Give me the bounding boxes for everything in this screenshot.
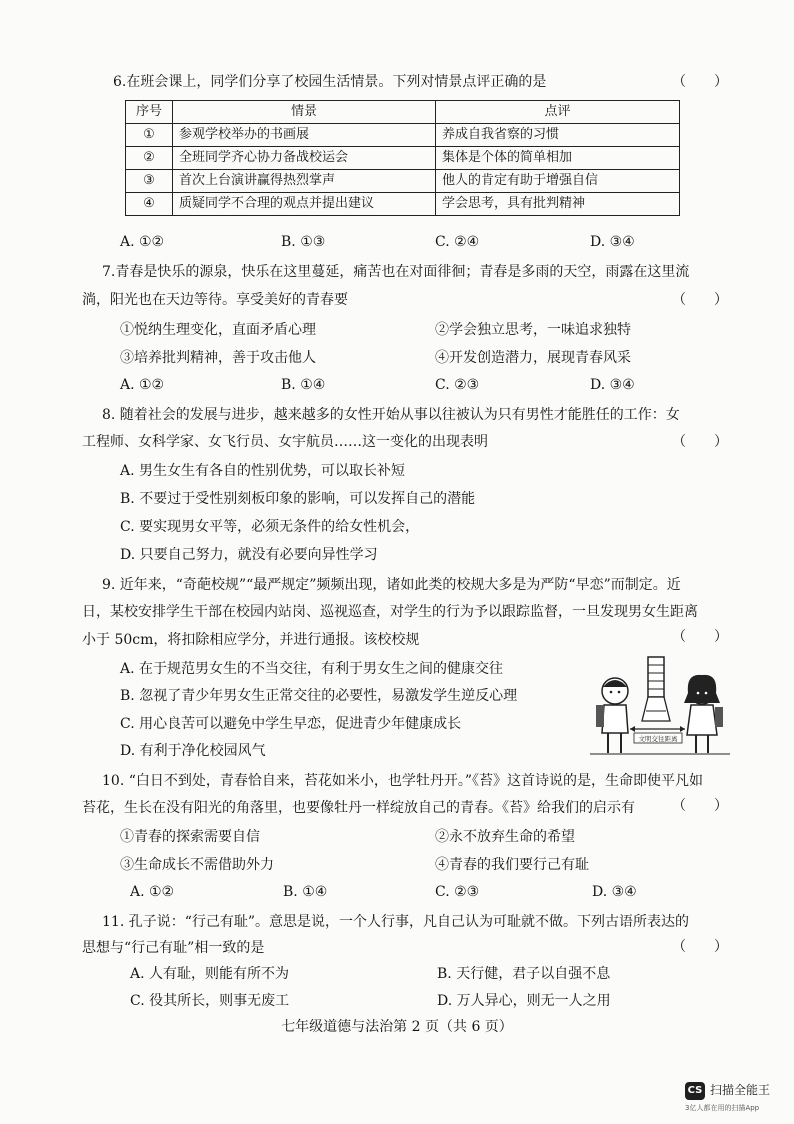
q11-option-b: B. 天行健，君子以自强不息	[437, 966, 611, 982]
q7-option-c: C. ②③	[435, 377, 480, 393]
q11-stem-line1: 11. 孔子说：“行己有耻”。意思是说，一个人行事，凡自己认为可耻就不做。下列古语所表达的	[102, 914, 690, 930]
q7-item-2: ②学会独立思考，一味追求独特	[435, 322, 631, 338]
table-row	[126, 193, 680, 216]
q7-option-d: D. ③④	[590, 377, 635, 393]
table-cell: 他人的肯定有助于增强自信	[436, 170, 680, 193]
q7-answer-paren: （ ）	[672, 292, 728, 308]
q9-option-d: D. 有利于净化校园风气	[120, 743, 266, 759]
q8-stem-line1: 8. 随着社会的发展与进步，越来越多的女性开始从事以往被认为只有男性才能胜任的工作：女	[102, 407, 680, 423]
q7-option-b: B. ①④	[281, 377, 326, 393]
table-cell: 参观学校举办的书画展	[173, 124, 436, 147]
q9-answer-paren: （ ）	[672, 629, 728, 645]
q10-stem-line1: 10. “白日不到处，青春恰自来，苔花如米小，也学牡丹开。”《苔》这首诗说的是，生命即使平凡如	[102, 773, 704, 789]
q6-answer-paren: （ ）	[672, 74, 728, 90]
q10-stem-line2: 苔花，生长在没有阳光的角落里，也要像牡丹一样绽放自己的青春。《苔》给我们的启示有	[82, 800, 635, 816]
q11-answer-paren: （ ）	[672, 939, 728, 955]
table-header: 情景	[173, 101, 436, 124]
page-footer: 七年级道德与法治第 2 页（共 6 页）	[281, 1019, 513, 1035]
table-cell: 养成自我省察的习惯	[436, 124, 680, 147]
q6-option-a: A. ①②	[120, 234, 165, 250]
table-header-row	[126, 101, 680, 124]
q6-option-c: C. ②④	[435, 234, 480, 250]
table-row	[126, 124, 680, 147]
q10-answer-paren: （ ）	[672, 798, 728, 814]
q9-option-a: A. 在于规范男女生的不当交往，有利于男女生之间的健康交往	[120, 661, 504, 677]
q7-item-4: ④开发创造潜力，展现青春风采	[435, 350, 631, 366]
q6-option-b: B. ①③	[281, 234, 326, 250]
q10-option-d: D. ③④	[592, 884, 637, 900]
q11-option-c: C. 役其所长，则事无废工	[130, 993, 290, 1009]
q7-option-a: A. ①②	[120, 377, 165, 393]
table-cell: 质疑同学不合理的观点并提出建议	[173, 193, 436, 216]
q6-stem: 6.在班会课上，同学们分享了校园生活情景。下列对情景点评正确的是	[113, 74, 547, 90]
q8-option-b: B. 不要过于受性别刻板印象的影响，可以发挥自己的潜能	[120, 491, 476, 507]
q7-stem-line2: 淌，阳光也在天边等待。享受美好的青春要	[82, 292, 348, 308]
q9-stem-line3: 小于 50cm，将扣除相应学分，并进行通报。该校校规	[82, 632, 420, 648]
table-cell: ②	[126, 147, 173, 170]
table-cell: ④	[126, 193, 173, 216]
q10-option-b: B. ①④	[283, 884, 328, 900]
cartoon-caption: 文明交往距离	[638, 735, 678, 743]
q8-option-d: D. 只要自己努力，就没有必要向异性学习	[120, 547, 378, 563]
scanner-tagline: 3亿人都在用的扫描App	[685, 1104, 760, 1112]
table-row	[126, 147, 680, 170]
table-cell: ③	[126, 170, 173, 193]
cartoon-illustration	[590, 655, 730, 765]
table-cell: 首次上台演讲赢得热烈掌声	[173, 170, 436, 193]
table-cell: 学会思考，具有批判精神	[436, 193, 680, 216]
scanner-app-name: 扫描全能王	[710, 1083, 771, 1097]
q10-item-2: ②永不放弃生命的希望	[435, 829, 575, 845]
q9-option-b: B. 忽视了青少年男女生正常交往的必要性，易激发学生逆反心理	[120, 688, 518, 704]
q8-answer-paren: （ ）	[672, 434, 728, 450]
q9-stem-line1: 9. 近年来，“奇葩校规”“最严规定”频频出现，诸如此类的校规大多是为严防“早恋”而制定。近	[102, 577, 681, 593]
q10-option-c: C. ②③	[435, 884, 480, 900]
q8-option-a: A. 男生女生有各自的性别优势，可以取长补短	[120, 463, 406, 479]
q9-stem-line2: 日，某校安排学生干部在校园内站岗、巡视巡查，对学生的行为予以跟踪监督，一旦发现男女生距离	[82, 604, 698, 620]
q8-option-c: C. 要实现男女平等，必须无条件的给女性机会，	[120, 519, 420, 535]
table-row	[126, 170, 680, 193]
q11-option-d: D. 万人异心，则无一人之用	[437, 993, 611, 1009]
q9-option-c: C. 用心良苦可以避免中学生早恋，促进青少年健康成长	[120, 716, 462, 732]
q10-item-1: ①青春的探索需要自信	[120, 829, 260, 845]
q10-item-4: ④青春的我们要行己有耻	[435, 857, 589, 873]
q11-option-a: A. 人有耻，则能有所不为	[130, 966, 290, 982]
q11-stem-line2: 思想与“行己有耻”相一致的是	[82, 940, 265, 956]
q6-table	[125, 100, 680, 216]
q8-stem-line2: 工程师、女科学家、女飞行员、女宇航员……这一变化的出现表明	[82, 434, 488, 450]
table-header: 序号	[126, 101, 173, 124]
table-header: 点评	[436, 101, 680, 124]
table-cell: 集体是个体的简单相加	[436, 147, 680, 170]
q7-stem-line1: 7.青春是快乐的源泉，快乐在这里蔓延，痛苦也在对面徘徊；青春是多雨的天空，雨露在这里流	[102, 264, 690, 280]
q10-option-a: A. ①②	[130, 884, 175, 900]
scanner-logo-icon: CS	[685, 1082, 705, 1100]
table-cell: 全班同学齐心协力备战校运会	[173, 147, 436, 170]
q6-option-d: D. ③④	[590, 234, 635, 250]
q7-item-1: ①悦纳生理变化，直面矛盾心理	[120, 322, 316, 338]
table-cell: ①	[126, 124, 173, 147]
q10-item-3: ③生命成长不需借助外力	[120, 857, 274, 873]
q7-item-3: ③培养批判精神，善于攻击他人	[120, 350, 316, 366]
